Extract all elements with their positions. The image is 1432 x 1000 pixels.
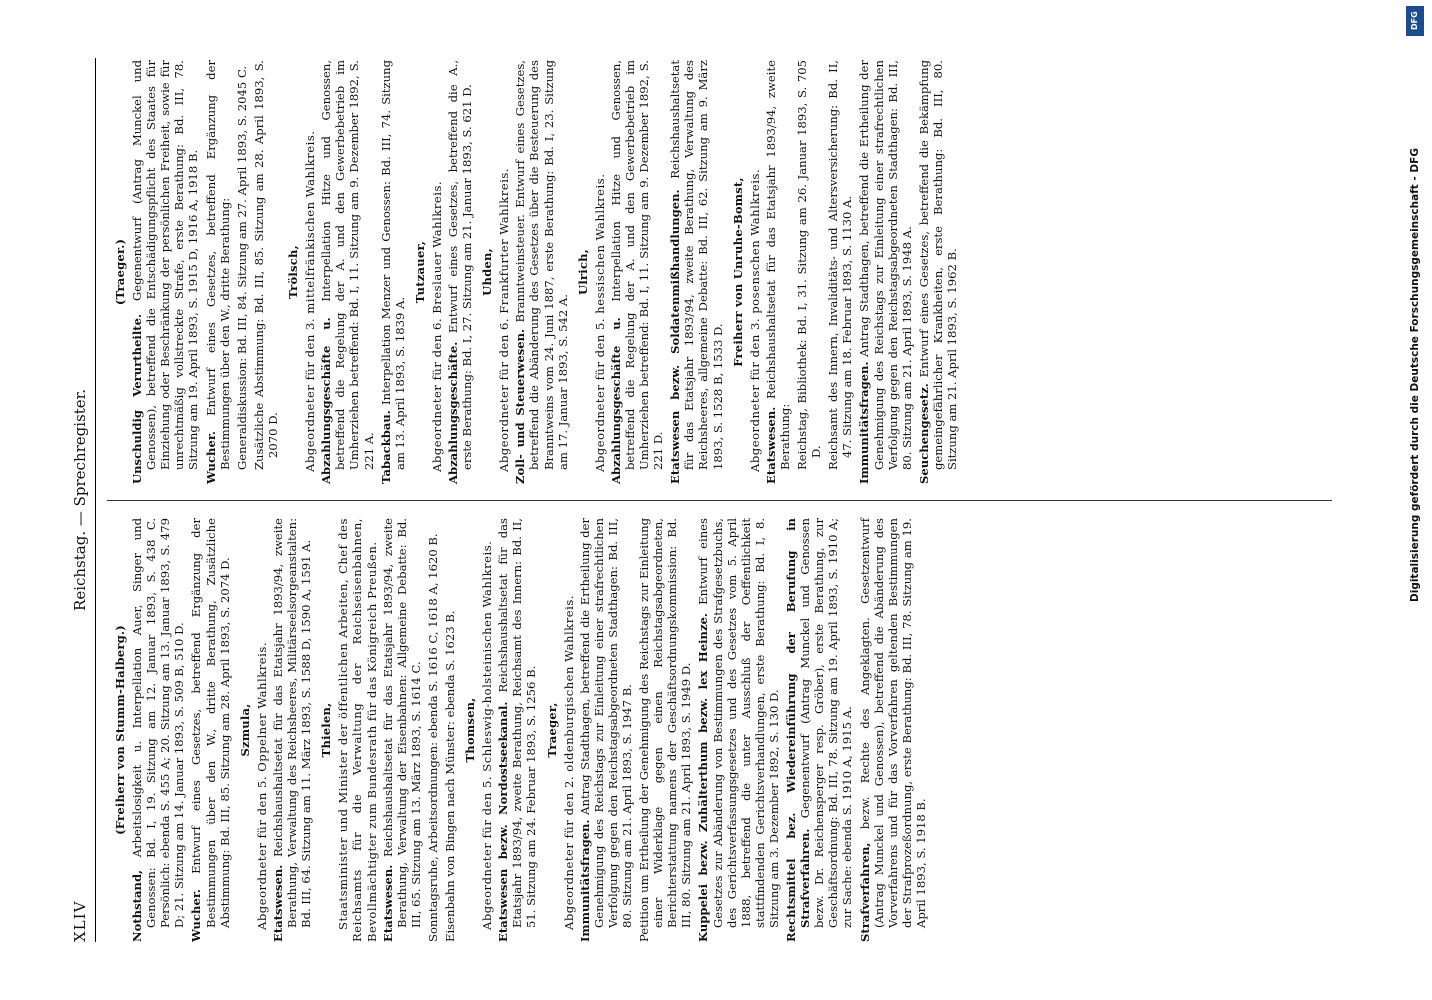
register-entry [578,518,634,942]
register-entry [319,60,375,484]
speaker-name-text: Szmula, [237,703,252,757]
register-entry [857,60,913,484]
entry-text: Interpellation Menzer und Genossen: Bd. III, 74. Sitzung am 13. April 1893, S. 1839 A. [378,60,407,470]
entry-keyword: Seuchengesetz. [916,383,931,484]
dfg-credit-text: Digitalisierung gefördert durch die Deutsche Forschungsgemeinschaft - DFG [1409,148,1421,602]
register-entry [204,60,232,484]
entry-text: Gegenentwurf (Antrag Munckel und Genossen), betreffend die Entschädigungspflicht des Staates für Einziehung oder Beschränkung der persönlichen Freiheit, sowie für unrechtmäßig vollstreckte Strafe, erste Berathung: Bd. III, 78. Sitzung am 19. April 1893, S. 1915 D, 1916 A, 1918 B. [130,59,201,470]
left-column [107,518,931,942]
speaker-name-text: Traeger, [544,702,559,758]
speaker-name [545,518,559,942]
speaker-name-text: (Freiherr von Stumm-Halberg.) [113,625,127,835]
register-subentry [826,60,854,484]
speaker-name [319,518,333,942]
speaker-name [480,60,494,484]
entry-text: Reichshaushaltsetat für das Etatsjahr 1893/94, zweite Berathung, Verwaltung der Eisenbahnen: Allgemeine Debatte: Bd. III, 65. Sitzung am 13. März 1893, S. 1614 C. [380,518,423,928]
entry-text: Antrag Stadthagen, betreffend die Ertheilung der Genehmigung des Reichstags zur Einleitung einer strafrechtlichen Verfolgung gegen den Reichstagsabgeordneten Stadthagen: Bd. III, 80. Sitzung am 21. April 1893, S. 1947 B. [577,517,634,928]
entry-keyword: Nothstand, [130,869,145,942]
speaker-name [463,518,477,942]
entry-text: Arbeitslosigkeit u. Interpellation Auer, Singer und Genossen: Bd. I, 19. Sitzung am 12. Januar 1893, S. 438 C. Persönlich: ebenda S. 455 A; 20. Sitzung am 13. Januar 1893, S. 479 D; 21. Sitzung am 14. Januar 1893, S. 509 B, 510 D. [130,518,187,928]
speaker-role: Abgeordneter für den 6. Breslauer Wahlkreis. [429,180,444,472]
rotated-page [51,30,1381,970]
speaker-name-text: Ulrich, [575,249,590,295]
entry-keyword: Tabackbau. [378,410,393,484]
running-head [73,58,96,942]
entry-keyword: Etatswesen. [270,864,285,942]
entry-text: Antrag Stadthagen, betreffend die Ertheilung der Genehmigung des Reichstags zur Einleitung einer strafrechtlichen Verfolgung gegen den Reichstagsabgeordneten Stadthagen: Bd. III, 80. Sitzung am 21. April 1893, S. 1948 A. [857,59,914,470]
entry-text: Reichstag, Bibliothek: Bd. I, 31. Sitzung am 26. Januar 1893, S. 705 D. [795,60,824,470]
entry-keyword: Wucher. [203,431,218,484]
entry-keyword: Immunitätsfragen. [577,819,592,942]
entry-text: Petition um Ertheilung der Genehmigung des Reichstags zur Einleitung einer Widerklage gegen einen Reichstagsabgeordneten, Berichterstattung namens der Geschäftsordnungskommission: Bd. III, 80. Sitzung am 21. April 1893, S. 1949 D. [637,518,694,942]
speaker-name [576,60,590,484]
speaker-name-text: (Traeger.) [113,238,127,306]
entry-text: Entwurf eines Gesetzes, betreffend Ergänzung der Bestimmungen über den W., dritte Berathung, Zusätzliche Abstimmung: Bd. III, 85. Sitzung am 28. April 1893, S. 2074 D. [189,517,232,928]
register-entry [637,518,693,942]
speaker-name [113,518,127,942]
right-column [107,60,962,484]
speaker-name-text: Thomsen, [463,697,478,763]
register-entry [189,518,231,942]
register-entry [917,60,959,484]
speaker-name [238,518,252,942]
register-entry [379,60,407,484]
dfg-stamp [1404,6,1426,994]
speaker-role: Abgeordneter für den 5. Schleswig-holsteinischen Wahlkreis. [480,540,495,930]
entry-keyword: Zoll- und Steuerwesen. [513,328,528,484]
page-number: XLIV [71,900,89,942]
entry-keyword: Abzahlungsgeschäfte. [445,341,460,484]
entry-text: bezw. Rechte des Angeklagten. Gesetzentwurf (Antrag Munckel und Genossen), betreffend die Abänderung des Vorverfahrens und für das Vorverfahren geltenden Bestimmungen der Strafprozeßordnung, erste Berathung: Bd. III, 78. Sitzung am 19. April 1893, S. 1918 B. [857,518,928,928]
speaker-name-text: Uhden, [480,248,495,296]
entry-text: Interpellation Hitze und Genossen, betreffend die Regelung der A. und den Gewerbebetrieb im Umherziehen betreffend: Bd. I, 11. Sitzung am 9. Dezember 1892, S. 221 D. [608,59,666,470]
entry-keyword: Strafverfahren, [857,842,872,942]
register-entry [513,60,569,484]
register-entry [764,60,792,484]
register-entry [784,518,854,942]
speaker-role: Abgeordneter für den 6. Frankfurter Wahlkreis. [497,167,512,472]
entry-keyword: Wucher. [189,889,204,942]
speaker-role: Abgeordneter für den 2. oldenburgischen Wahlkreis. [561,595,576,930]
speaker-role: Abgeordneter für den 3. posenschen Wahlkreis. [747,168,762,472]
speaker-name-text: Tutzauer, [412,240,427,304]
entry-text: Entwurf eines Gesetzes, betreffend die A., erste Berathung: Bd. I, 27. Sitzung am 21. Januar 1893, S. 621 D. [445,60,475,470]
register-entry [696,518,781,942]
entry-text: Sonntagsruhe, Arbeitsordnungen: ebenda S. 1616 C, 1618 A, 1620 B. [425,533,440,942]
register-entry [381,518,423,942]
speaker-name [731,60,745,484]
register-entry [130,60,200,484]
entry-keyword: Abzahlungsgeschäfte u. [319,317,334,484]
register-entry [446,60,474,484]
entry-text: Reichshaushaltsetat für das Etatsjahr 1893/94, zweite Berathung, Verwaltung des Reichsheeres, Militärseelsorgeanstalten: Bd. III, 64. Sitzung am 11. März 1893, S. 1588 D, 1590 A, 1591 A. [270,518,314,928]
speaker-name-text: Freiherr von Unruhe-Bomst, [730,177,745,367]
speaker-role: Abgeordneter für den 3. mittelfränkischen Wahlkreis. [303,130,318,472]
register-entry [130,518,186,942]
register-entry [609,60,665,484]
entry-keyword: Abzahlungsgeschäfte u. [608,317,623,484]
entry-keyword: Immunitätsfragen. [857,361,872,484]
entry-keyword: Kuppelei bezw. Zuhälterthum bezw. lex Heinze. [696,613,711,942]
entry-keyword: Etatswesen bezw. Soldatenmißhandlungen. [668,189,683,484]
entry-text: Zusätzliche Abstimmung: Bd. III, 85. Sitzung am 28. April 1893, S. 2070 D. [251,60,280,470]
entry-text: Eisenbahn von Bingen nach Münster: ebenda S. 1623 B. [442,610,457,942]
entry-text: Generaldiskussion: Bd. III, 84. Sitzung am 27. April 1893, S. 2045 C. [234,65,249,470]
register-subentry [252,60,280,484]
entry-text: Entwurf eines Gesetzes zur Abänderung von Bestimmungen des Strafgesetzbuchs, des Gerichtsverfassungsgesetzes und des Gesetzes vom 5. April 1888, betreffend die unter Ausschluß der Oeffentlichkeit stattfindenden Gerichtsverhandlungen, erste Berathung: Bd. I, 8. Sitzung am 3. Dezember 1892, S. 130 D. [696,518,781,928]
entry-text: Entwurf eines Gesetzes, betreffend Ergänzung der Bestimmungen über den W., dritte Berathung: [203,59,232,470]
speaker-name [413,60,427,484]
register-subentry [795,60,823,484]
entry-text: Reichsamt des Innern, Invaliditäts- und Altersversicherung: Bd. II, 47. Sitzung am 18. Februar 1893, S. 1130 A. [826,60,855,470]
register-subentry [235,60,249,484]
register-entry [271,518,313,942]
register-entry [443,518,457,942]
entry-keyword: Etatswesen. [763,406,778,484]
running-head-title: Reichstag. — Sprechregister. [71,389,89,611]
entry-text: Entwurf eines Gesetzes, betreffend die Bekämpfung gemeingefährlicher Krankheiten, erste Berathung: Bd. III, 80. Sitzung am 21. April 1893, S. 1962 B. [916,60,959,470]
speaker-name-text: Trölsch, [286,245,301,299]
speaker-name [113,60,127,484]
entry-keyword: Etatswesen bezw. Nordostseekanal. [496,701,511,942]
speaker-role: Staatsminister und Minister der öffentlichen Arbeiten, Chef des Reichsamts für die Verwaltung der Reichseisenbahnen, Bevollmächtigter zum Bundesrath für das Königreich Preußen. [336,518,379,942]
entry-keyword: Rechtsmittel bez. Wiedereinführung der Berufung in Strafverfahren. [784,518,813,942]
speaker-name-text: Thielen, [319,702,334,758]
entry-text: Gegenentwurf (Antrag Munckel und Genossen bezw. Dr. Reichensperger resp. Gröber), erste Berathung, zur Geschäftsordnung: Bd. III, 78. Sitzung am 19. April 1893, S. 1910 A; zur Sache: ebenda S. 1910 A, 1915 A. [798,518,855,928]
register-entry [668,60,724,484]
register-entry [496,518,538,942]
speaker-role: Abgeordneter für den 5. Oppelner Wahlkreis. [254,641,269,930]
register-entry [858,518,928,942]
speaker-role: Abgeordneter für den 5. hessischen Wahlkreis. [592,173,607,472]
entry-text: Interpellation Hitze und Genossen, betreffend die Regelung der A. und den Gewerbebetrieb im Umherziehen betreffend: Bd. I, 11. Sitzung am 9. Dezember 1892, S. 221 A. [319,59,376,470]
entry-text: Reichshaushaltsetat für das Etatsjahr 1893/94, zweite Berathung, Reichsamt des Innern: Bd. II, 51. Sitzung am 24. Februar 1893, S. 1256 B. [496,518,539,928]
dfg-logo: DFG [1406,6,1424,36]
entry-text: Branntweinsteuer. Entwurf eines Gesetzes, betreffend die Abänderung des Gesetzes über die Besteuerung des Branntweins vom 24. Juni 1887, erste Berathung: Bd. I, 23. Sitzung am 17. Januar 1893, S. 542 A. [513,60,570,470]
speaker-name [286,60,300,484]
entry-keyword: Unschuldig Verurtheilte. [130,314,145,484]
entry-text: Reichshaushaltsetat für das Etatsjahr 1893/94, zweite Berathung: [763,60,792,470]
column-divider [107,500,1332,501]
entry-keyword: Etatswesen. [380,864,395,942]
entry-text: Reichshaushaltsetat für das Etatsjahr 1893/94, zweite Berathung, Verwaltung des Reichsheeres, allgemeine Debatte: Bd. III, 62. Sitzung am 9. März 1893, S. 1528 B, 1533 D. [668,60,725,470]
register-entry [426,518,440,942]
